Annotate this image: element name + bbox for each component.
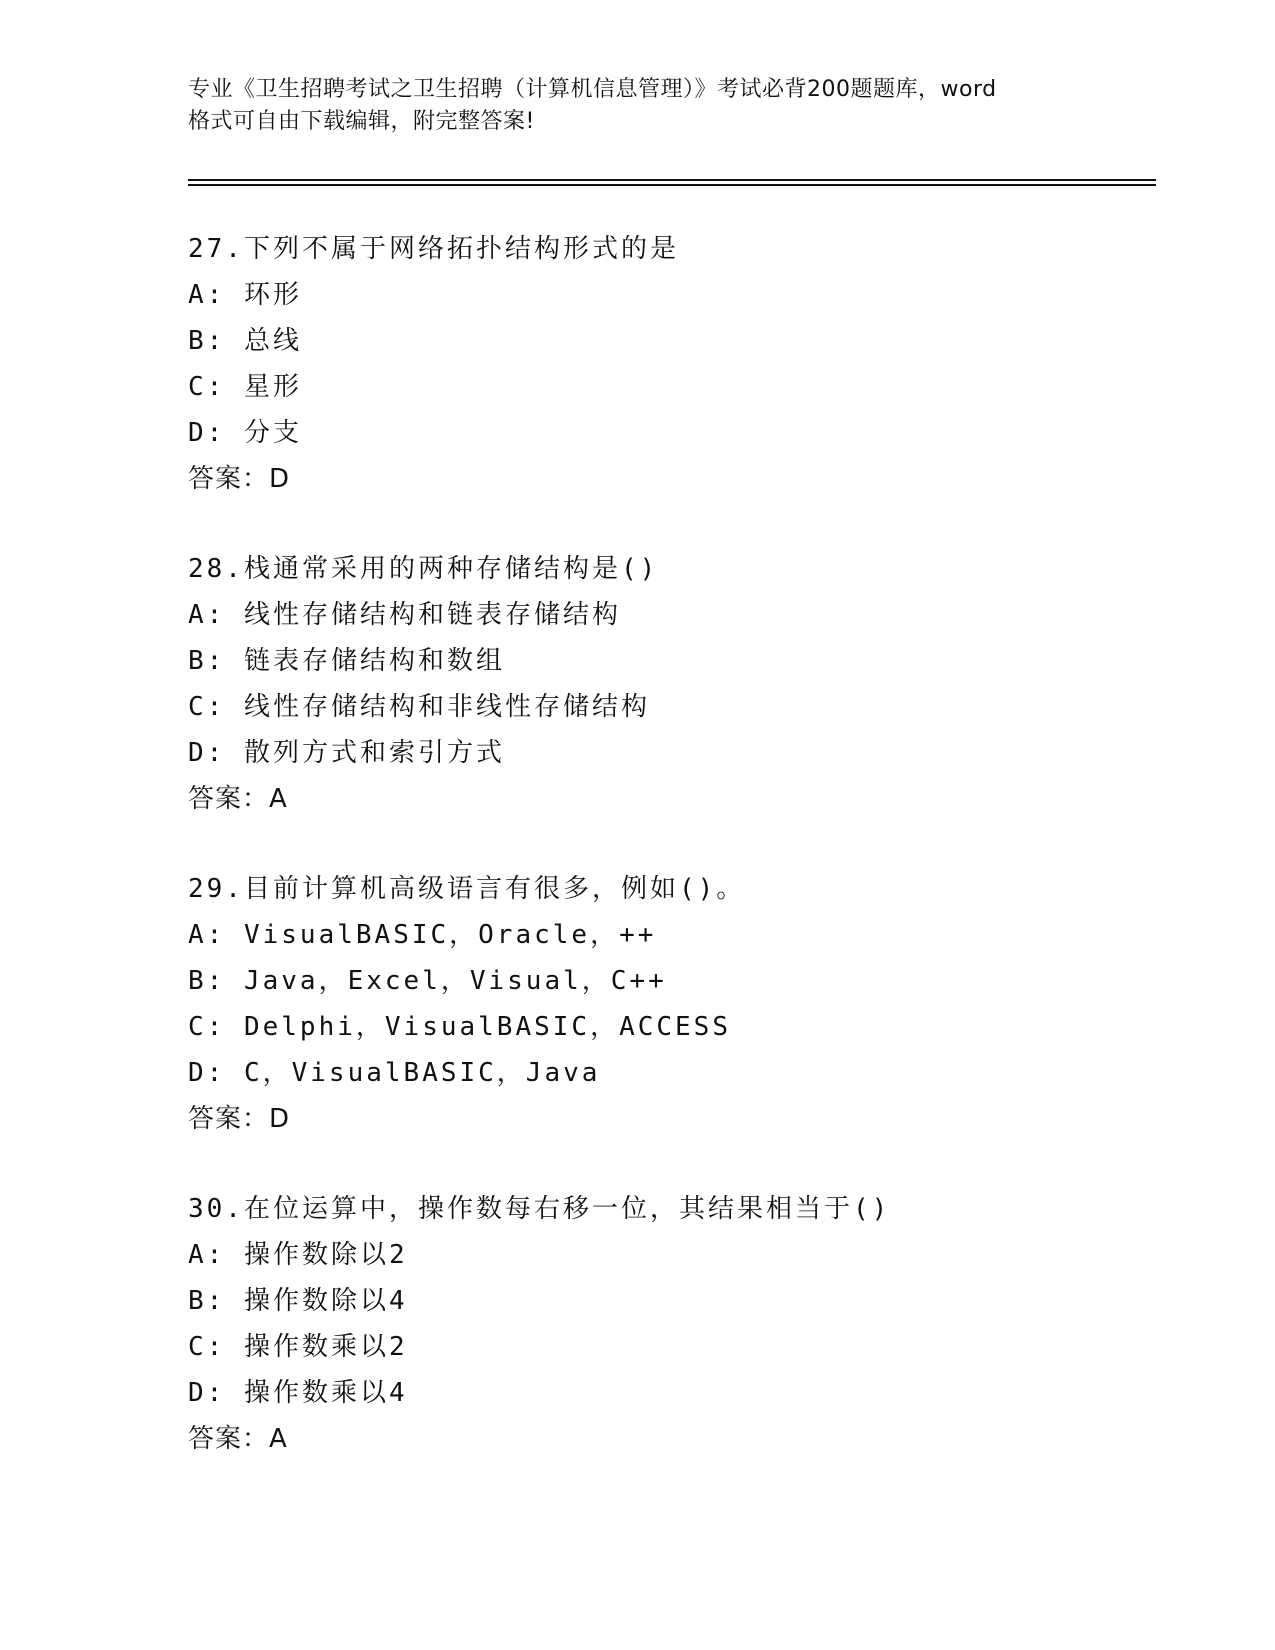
- option-label: D:: [188, 738, 226, 768]
- option-b: [188, 1278, 1148, 1324]
- option-text: 线性存储结构和链表存储结构: [225, 600, 621, 630]
- option-text: 环形: [225, 280, 302, 310]
- option-text: 分支: [225, 418, 302, 448]
- option-b: [188, 638, 1148, 684]
- question-stem: 29.目前计算机高级语言有很多，例如()。: [188, 874, 746, 904]
- option-b: [188, 318, 1148, 364]
- header-line-2: 格式可自由下载编辑，附完整答案!: [188, 109, 535, 134]
- option-text: Java，Excel，Visual，C++: [225, 966, 667, 996]
- option-text: 散列方式和索引方式: [225, 738, 505, 768]
- option-text: VisualBASIC，Oracle，++: [225, 920, 657, 950]
- answer-line: 答案：D: [188, 464, 291, 494]
- option-d: [188, 1050, 1148, 1096]
- option-text: 链表存储结构和数组: [225, 646, 505, 676]
- option-label: A:: [188, 600, 226, 630]
- question-29: [188, 866, 1148, 1142]
- option-label: A:: [188, 1240, 226, 1270]
- answer-line: 答案：D: [188, 1104, 291, 1134]
- option-text: 操作数乘以2: [225, 1332, 408, 1362]
- option-a: [188, 592, 1148, 638]
- header-divider-bottom: [188, 184, 1156, 186]
- option-text: Delphi，VisualBASIC，ACCESS: [225, 1012, 731, 1042]
- option-c: [188, 1004, 1148, 1050]
- option-label: D:: [188, 1058, 226, 1088]
- option-a: [188, 912, 1148, 958]
- question-stem: 28.栈通常采用的两种存储结构是(): [188, 554, 659, 584]
- question-28: [188, 546, 1148, 822]
- answer-line: 答案：A: [188, 784, 288, 814]
- option-label: C:: [188, 372, 226, 402]
- option-d: [188, 1370, 1148, 1416]
- option-d: [188, 410, 1148, 456]
- option-label: A:: [188, 920, 226, 950]
- option-text: 操作数除以2: [225, 1240, 408, 1270]
- option-a: [188, 272, 1148, 318]
- option-c: [188, 1324, 1148, 1370]
- option-label: C:: [188, 1012, 226, 1042]
- option-label: C:: [188, 1332, 226, 1362]
- option-label: B:: [188, 646, 226, 676]
- option-text: 操作数除以4: [225, 1286, 408, 1316]
- option-label: D:: [188, 418, 226, 448]
- header-line-1: 专业《卫生招聘考试之卫生招聘（计算机信息管理）》考试必背200题题库，word: [188, 77, 997, 102]
- option-label: D:: [188, 1378, 226, 1408]
- question-27: [188, 226, 1148, 502]
- option-label: B:: [188, 966, 226, 996]
- question-30: [188, 1186, 1148, 1462]
- option-a: [188, 1232, 1148, 1278]
- question-stem: 30.在位运算中，操作数每右移一位，其结果相当于(): [188, 1194, 891, 1224]
- option-label: A:: [188, 280, 226, 310]
- option-text: 总线: [225, 326, 302, 356]
- option-text: 星形: [225, 372, 302, 402]
- option-label: B:: [188, 1286, 226, 1316]
- option-c: [188, 684, 1148, 730]
- document-header: [188, 74, 1088, 138]
- header-divider-top: [188, 179, 1156, 181]
- option-text: 操作数乘以4: [225, 1378, 408, 1408]
- question-stem: 27.下列不属于网络拓扑结构形式的是: [188, 234, 679, 264]
- option-text: C，VisualBASIC，Java: [225, 1058, 601, 1088]
- option-label: C:: [188, 692, 226, 722]
- option-label: B:: [188, 326, 226, 356]
- answer-line: 答案：A: [188, 1424, 288, 1454]
- option-text: 线性存储结构和非线性存储结构: [225, 692, 650, 722]
- option-b: [188, 958, 1148, 1004]
- option-d: [188, 730, 1148, 776]
- option-c: [188, 364, 1148, 410]
